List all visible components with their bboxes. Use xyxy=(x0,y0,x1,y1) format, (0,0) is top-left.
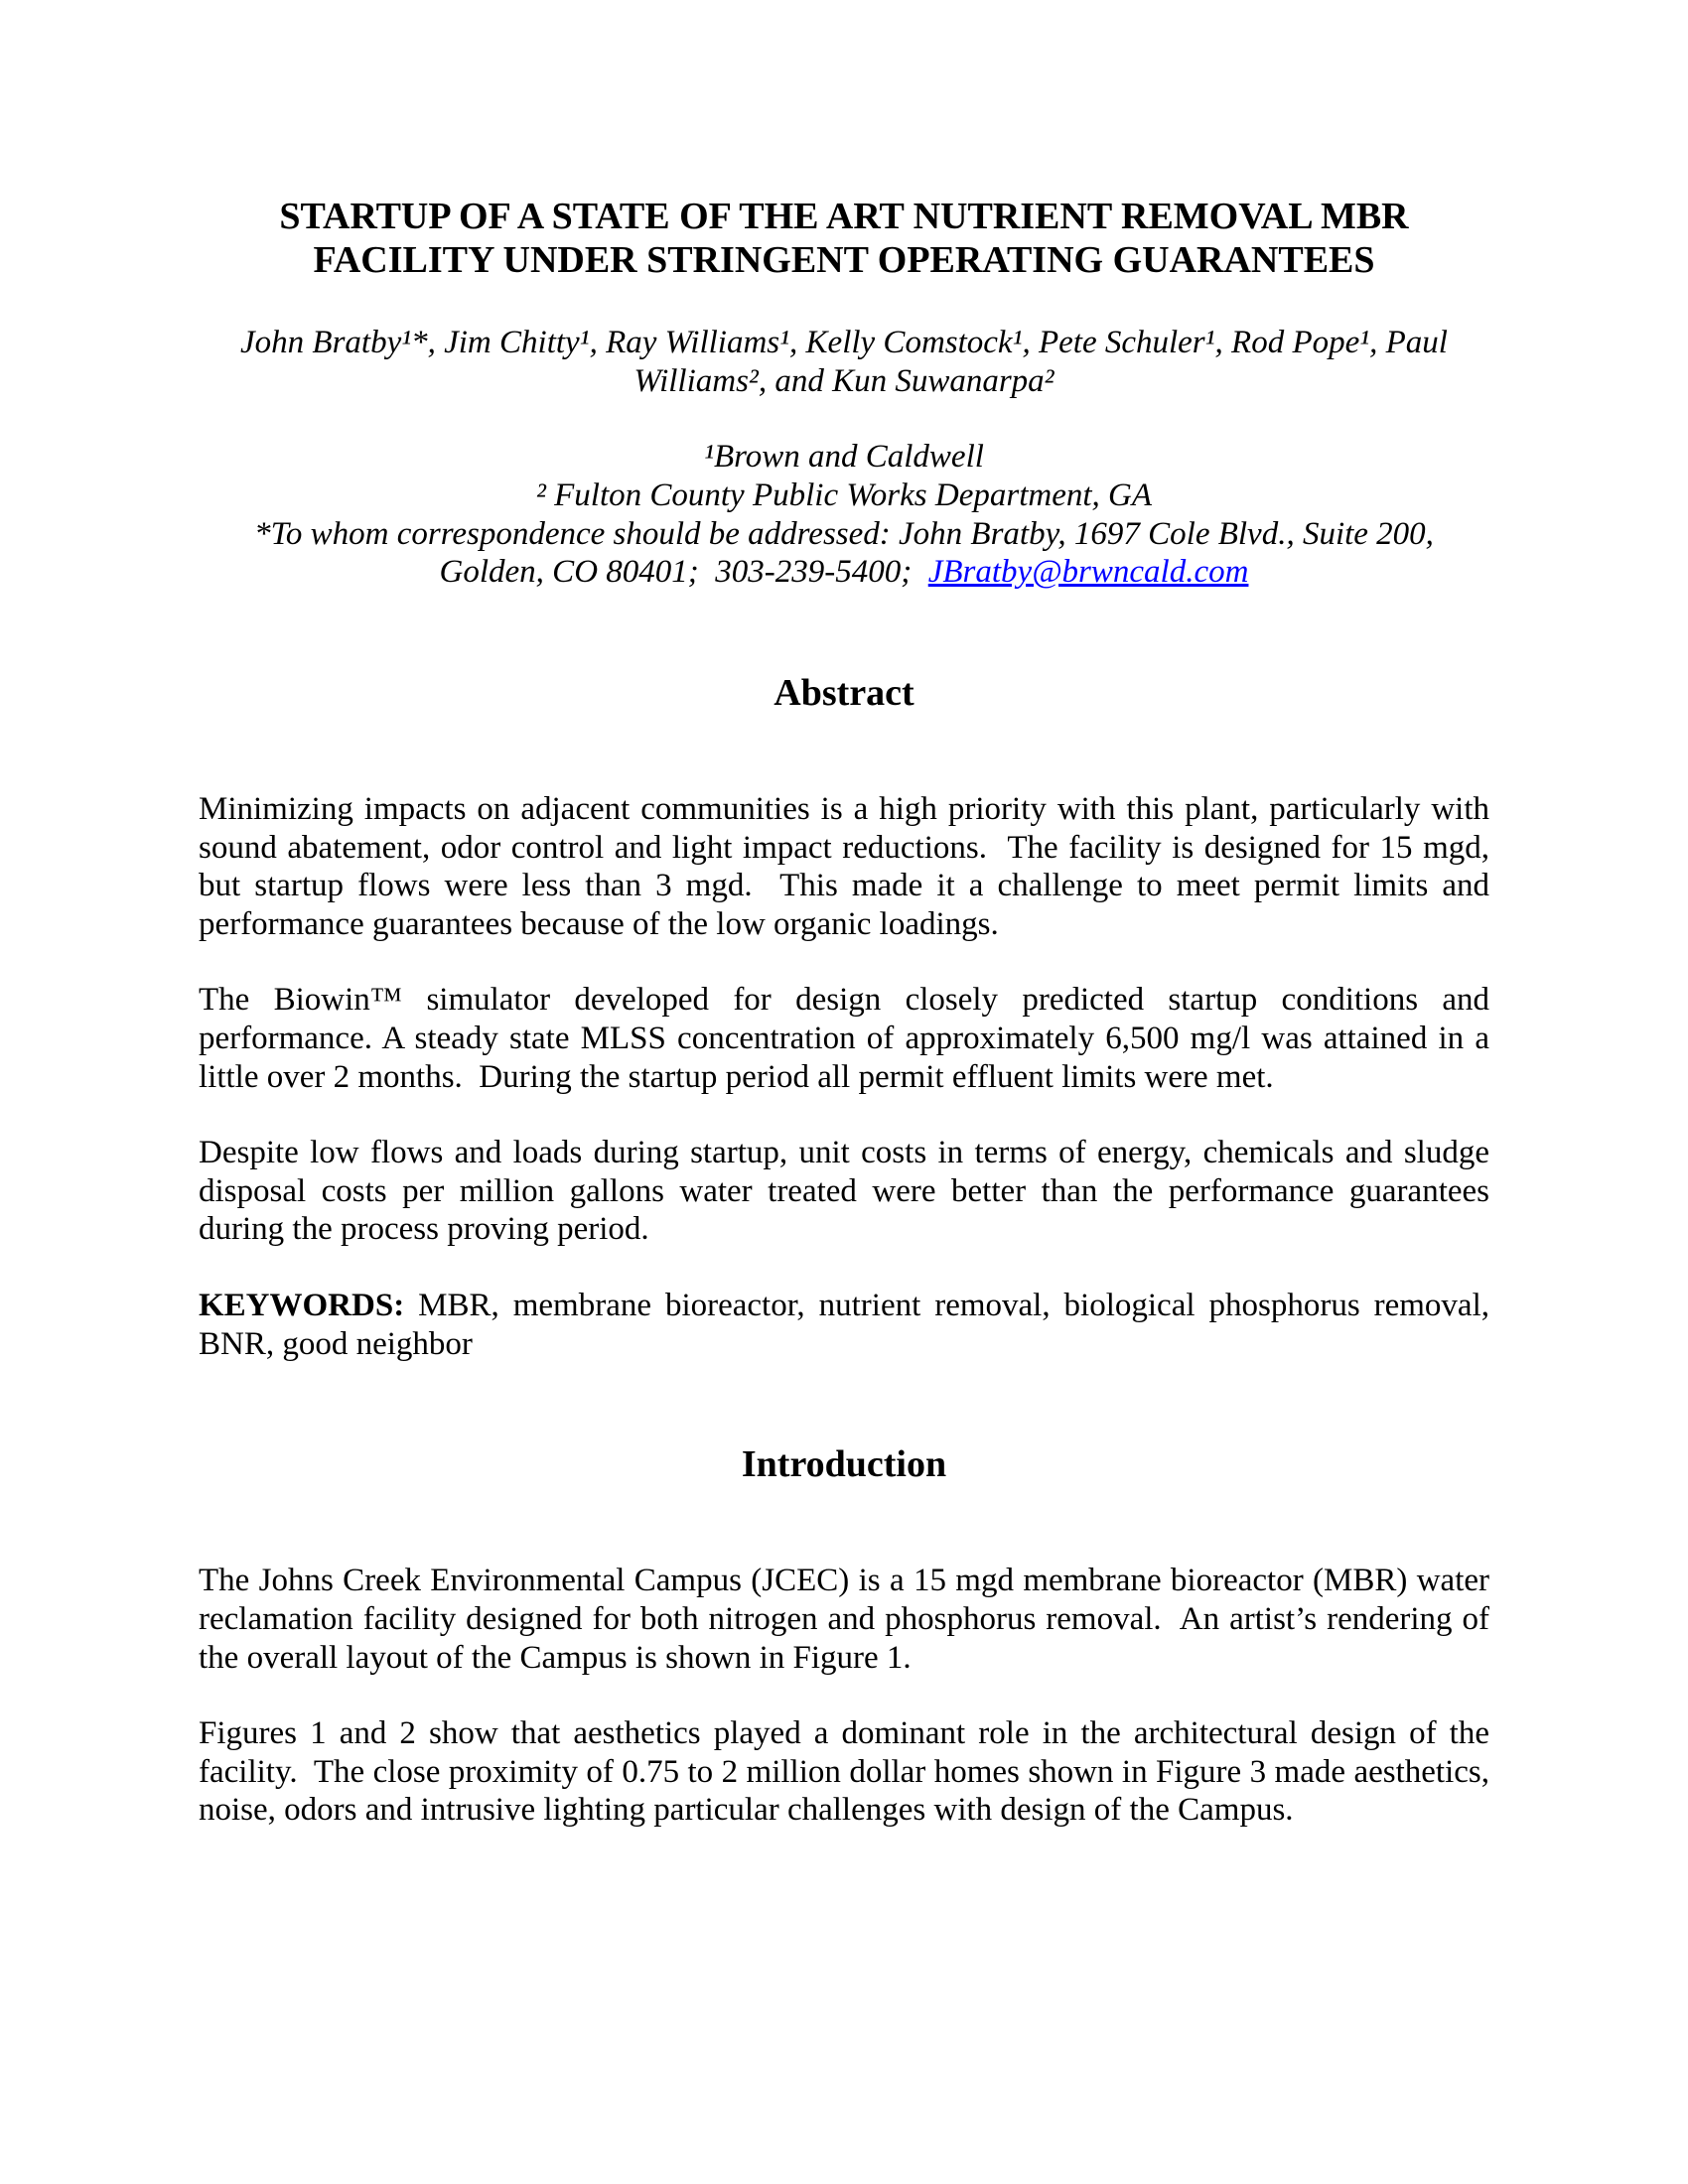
correspondence-note-line2 xyxy=(199,553,1489,592)
abstract-paragraph-3: Despite low flows and loads during startup, unit costs in terms of energy, chemicals and sludge disposal costs per million gallons water treated were better than the performance guarantees during the process proving period. xyxy=(199,1135,1498,1248)
introduction-paragraph-1: The Johns Creek Environmental Campus (JCEC) is a 15 mgd membrane bioreactor (MBR) water reclamation facility designed for both nitrogen and phosphorus removal. An artist’s rendering of the overall layout of the Campus is shown in Figure 1. xyxy=(199,1563,1498,1676)
paper-title-line2: FACILITY UNDER STRINGENT OPERATING GUARANTEES xyxy=(313,239,1375,282)
affiliation-1: ¹Brown and Caldwell xyxy=(704,439,984,476)
affiliation-2: ² Fulton County Public Works Department, GA xyxy=(535,477,1153,513)
keywords-label: KEYWORDS: xyxy=(199,1287,405,1323)
author-list-line2: Williams², and Kun Suwanarpa² xyxy=(633,362,1055,399)
correspondence-note-line1: *To whom correspondence should be addressed: John Bratby, 1697 Cole Blvd., Suite 200, xyxy=(254,515,1434,552)
abstract-paragraph-1: Minimizing impacts on adjacent communities is a high priority with this plant, particularly with sound abatement, odor control and light impact reductions. The facility is designed for 15 mgd, but startup flows were less than 3 mgd. This made it a challenge to meet permit limits and performance guarantees because of the low organic loadings. xyxy=(199,790,1498,942)
author-list-line1: John Bratby¹*, Jim Chitty¹, Ray Williams¹, Kelly Comstock¹, Pete Schuler¹, Rod Pope¹, Paul xyxy=(240,325,1448,361)
keywords-text: MBR, membrane bioreactor, nutrient removal, biological phosphorus removal, BNR, good neighbor xyxy=(199,1287,1498,1362)
keywords-paragraph xyxy=(199,1287,1498,1363)
author-list xyxy=(199,324,1489,400)
paper-title xyxy=(199,195,1489,282)
introduction-paragraph-2: Figures 1 and 2 show that aesthetics played a dominant role in the architectural design of the facility. The close proximity of 0.75 to 2 million dollar homes shown in Figure 3 made aesthetics, noise, odors and intrusive lighting particular challenges with design of the Campus. xyxy=(199,1715,1498,1829)
abstract-paragraph-2: The Biowin™ simulator developed for design closely predicted startup conditions and performance. A steady state MLSS concentration of approximately 6,500 mg/l was attained in a little over 2 months. During the startup period all permit effluent limits were met. xyxy=(199,982,1498,1095)
abstract-heading: Abstract xyxy=(774,671,914,714)
affiliations-block xyxy=(199,438,1489,591)
paper-title-line1: STARTUP OF A STATE OF THE ART NUTRIENT REMOVAL MBR xyxy=(279,196,1409,237)
correspondence-address: Golden, CO 80401; 303-239-5400; xyxy=(439,554,928,591)
email-link[interactable]: JBratby@brwncald.com xyxy=(927,554,1249,591)
introduction-heading: Introduction xyxy=(741,1443,947,1486)
